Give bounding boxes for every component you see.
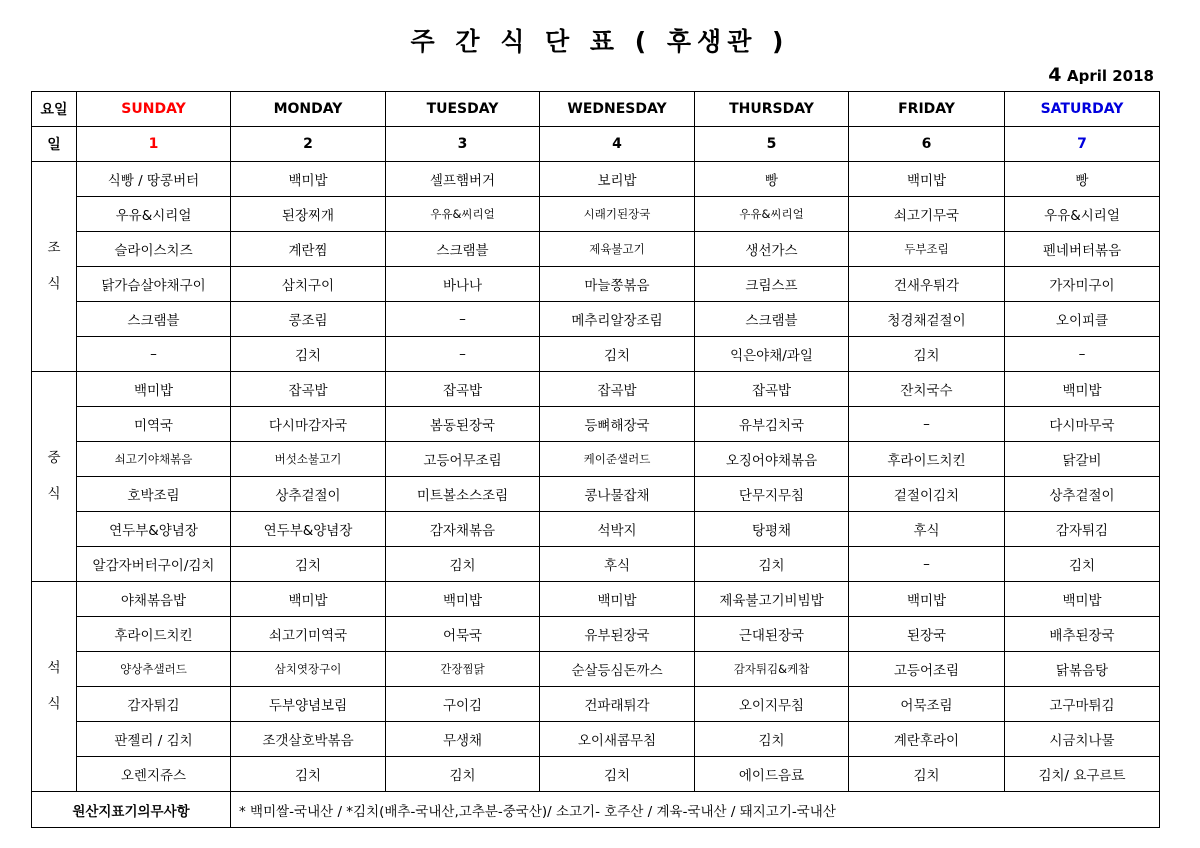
menu-item: 미트볼소스조림 [386,477,540,512]
menu-item: 김치 [231,337,386,372]
lunch-row [32,442,1160,477]
menu-item: 김치 [849,757,1005,792]
menu-item: 백미밥 [849,582,1005,617]
menu-item: 된장찌개 [231,197,386,232]
menu-item: – [849,547,1005,582]
menu-item: 상추겉절이 [1005,477,1160,512]
menu-item: 바나나 [386,267,540,302]
day-number: 1 [77,127,231,162]
menu-item: 계란후라이 [849,722,1005,757]
menu-item: 백미밥 [231,582,386,617]
menu-item: 콩조림 [231,302,386,337]
menu-item: 김치 [540,757,695,792]
menu-item: 김치 [849,337,1005,372]
breakfast-row [32,162,1160,197]
dinner-row [32,687,1160,722]
menu-item: 버섯소불고기 [231,442,386,477]
weekday-label: 요일 [32,92,77,127]
meal-label-char: 조 [47,240,61,257]
page-title: 주 간 식 단 표 ( 후생관 ) [410,27,790,56]
menu-item: 근대된장국 [695,617,849,652]
menu-item: 우유&시리얼 [1005,197,1160,232]
lunch-row [32,512,1160,547]
menu-item: 김치 [540,337,695,372]
weekly-menu-table [31,91,1160,828]
origin-notice-label: 원산지표기의무사항 [32,792,231,828]
menu-item: 셀프햄버거 [386,162,540,197]
menu-item: 제육불고기비빔밥 [695,582,849,617]
origin-notice-row [32,792,1160,828]
menu-item: – [1005,337,1160,372]
day-number: 5 [695,127,849,162]
weekday-name: SUNDAY [77,92,231,127]
menu-item: 감자튀김 [1005,512,1160,547]
origin-notice-text: * 백미쌀-국내산 / *김치(배추-국내산,고추분-중국산)/ 소고기- 호주산 / 계육-국내산 / 돼지고기-국내산 [231,792,1160,828]
menu-item: 연두부&양념장 [77,512,231,547]
dinner-label [32,582,77,792]
menu-item: 마늘쫑볶음 [540,267,695,302]
menu-item: 시금치나물 [1005,722,1160,757]
lunch-row [32,477,1160,512]
menu-item: 간장찜닭 [386,652,540,687]
weekday-name: WEDNESDAY [540,92,695,127]
menu-item: 탕평채 [695,512,849,547]
menu-item: 겉절이김치 [849,477,1005,512]
menu-item: 상추겉절이 [231,477,386,512]
menu-item: 빵 [1005,162,1160,197]
menu-item: 김치 [386,547,540,582]
dinner-row [32,652,1160,687]
menu-item: 김치 [695,722,849,757]
menu-item: 잡곡밥 [386,372,540,407]
menu-item: 잡곡밥 [231,372,386,407]
menu-item: 야채볶음밥 [77,582,231,617]
menu-item: 고등어조림 [849,652,1005,687]
meal-label-char: 식 [47,485,61,502]
menu-date [1048,64,1154,86]
date-month-year: April 2018 [1067,67,1154,85]
menu-item: 김치/ 요구르트 [1005,757,1160,792]
menu-item: 알감자버터구이/김치 [77,547,231,582]
dinner-row [32,617,1160,652]
meal-label-char: 식 [47,275,61,292]
menu-item: 김치 [231,757,386,792]
menu-item: 슬라이스치즈 [77,232,231,267]
menu-item: 백미밥 [540,582,695,617]
menu-item: 양상추샐러드 [77,652,231,687]
menu-item: 크림스프 [695,267,849,302]
breakfast-row [32,197,1160,232]
menu-item: 석박지 [540,512,695,547]
menu-item: 잔치국수 [849,372,1005,407]
day-number: 2 [231,127,386,162]
menu-item: 가자미구이 [1005,267,1160,302]
lunch-row [32,547,1160,582]
menu-item: 건새우튀각 [849,267,1005,302]
menu-item: 두부양념보림 [231,687,386,722]
menu-item: 어묵국 [386,617,540,652]
menu-item: 김치 [386,757,540,792]
dinner-row [32,722,1160,757]
menu-item: 단무지무침 [695,477,849,512]
menu-item: 백미밥 [1005,582,1160,617]
menu-item: 삼치엿장구이 [231,652,386,687]
weekday-name: THURSDAY [695,92,849,127]
menu-item: 된장국 [849,617,1005,652]
weekday-header-row [32,92,1160,127]
weekday-name: FRIDAY [849,92,1005,127]
menu-item: 쇠고기무국 [849,197,1005,232]
menu-item: 고구마튀김 [1005,687,1160,722]
menu-item: 시래기된장국 [540,197,695,232]
menu-item: 조갯살호박볶음 [231,722,386,757]
menu-item: 감자튀김&케찹 [695,652,849,687]
date-label: 일 [32,127,77,162]
menu-item: 닭가슴살야채구이 [77,267,231,302]
menu-item: 유부김치국 [695,407,849,442]
menu-item: – [386,337,540,372]
breakfast-row [32,337,1160,372]
dinner-row [32,757,1160,792]
menu-item: 닭볶음탕 [1005,652,1160,687]
menu-item: 백미밥 [386,582,540,617]
menu-item: 오이피클 [1005,302,1160,337]
menu-item: 케이준샐러드 [540,442,695,477]
menu-item: 백미밥 [77,372,231,407]
menu-item: 쇠고기미역국 [231,617,386,652]
menu-item: 후식 [540,547,695,582]
menu-item: 어묵조림 [849,687,1005,722]
menu-item: 닭갈비 [1005,442,1160,477]
menu-item: 펜네버터볶음 [1005,232,1160,267]
menu-item: 다시마감자국 [231,407,386,442]
menu-item: 김치 [1005,547,1160,582]
menu-item: 에이드음료 [695,757,849,792]
menu-item: 후라이드치킨 [77,617,231,652]
menu-item: 메추리알장조림 [540,302,695,337]
menu-item: 우유&시리얼 [77,197,231,232]
menu-item: 익은야채/과일 [695,337,849,372]
breakfast-row [32,267,1160,302]
meal-label-char: 식 [47,695,61,712]
breakfast-row [32,232,1160,267]
menu-item: 순살등심돈까스 [540,652,695,687]
breakfast-label [32,162,77,372]
menu-item: 계란찜 [231,232,386,267]
menu-item: 오이지무침 [695,687,849,722]
menu-item: 후라이드치킨 [849,442,1005,477]
meal-label-char: 중 [47,450,61,467]
meal-label-char: 석 [47,660,61,677]
lunch-label [32,372,77,582]
menu-item: – [386,302,540,337]
day-number: 6 [849,127,1005,162]
menu-item: 제육불고기 [540,232,695,267]
menu-item: 배추된장국 [1005,617,1160,652]
menu-item: 우유&씨리얼 [695,197,849,232]
breakfast-row [32,302,1160,337]
menu-item: – [77,337,231,372]
menu-item: 삼치구이 [231,267,386,302]
menu-item: 미역국 [77,407,231,442]
lunch-row [32,372,1160,407]
day-number: 3 [386,127,540,162]
menu-item: 호박조림 [77,477,231,512]
menu-item: 후식 [849,512,1005,547]
menu-item: 감자채볶음 [386,512,540,547]
menu-item: 쇠고기야채볶음 [77,442,231,477]
menu-item: 콩나물잡채 [540,477,695,512]
menu-item: 보리밥 [540,162,695,197]
menu-item: 고등어무조림 [386,442,540,477]
menu-item: 김치 [695,547,849,582]
date-day: 4 [1048,64,1062,86]
menu-item: 김치 [231,547,386,582]
menu-item: 판젤리 / 김치 [77,722,231,757]
menu-item: 오렌지쥬스 [77,757,231,792]
menu-item: 무생채 [386,722,540,757]
menu-item: 오징어야채볶음 [695,442,849,477]
menu-item: 등뼈해장국 [540,407,695,442]
menu-item: 우유&씨리얼 [386,197,540,232]
menu-item: 잡곡밥 [695,372,849,407]
lunch-row [32,407,1160,442]
menu-item: 두부조림 [849,232,1005,267]
menu-item: 백미밥 [849,162,1005,197]
menu-item: 건파래튀각 [540,687,695,722]
menu-item: 스크램블 [77,302,231,337]
menu-item: 스크램블 [386,232,540,267]
menu-item: 식빵 / 땅콩버터 [77,162,231,197]
menu-item: 백미밥 [231,162,386,197]
menu-item: 봄동된장국 [386,407,540,442]
weekday-name: MONDAY [231,92,386,127]
menu-item: 오이새콤무침 [540,722,695,757]
menu-item: 감자튀김 [77,687,231,722]
menu-item: 생선가스 [695,232,849,267]
weekday-name: TUESDAY [386,92,540,127]
menu-item: 구이김 [386,687,540,722]
menu-item: 연두부&양념장 [231,512,386,547]
menu-item: 백미밥 [1005,372,1160,407]
day-number: 4 [540,127,695,162]
dinner-row [32,582,1160,617]
menu-item: 청경채겉절이 [849,302,1005,337]
menu-item: 유부된장국 [540,617,695,652]
menu-item: 다시마무국 [1005,407,1160,442]
menu-item: – [849,407,1005,442]
date-header-row [32,127,1160,162]
menu-item: 잡곡밥 [540,372,695,407]
day-number: 7 [1005,127,1160,162]
menu-item: 스크램블 [695,302,849,337]
weekday-name: SATURDAY [1005,92,1160,127]
menu-item: 빵 [695,162,849,197]
